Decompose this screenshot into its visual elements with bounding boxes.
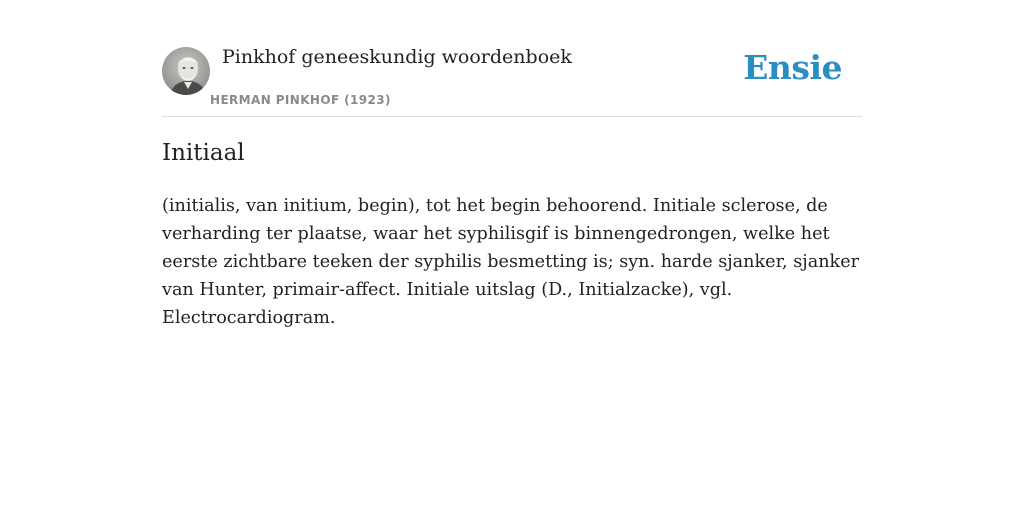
source-title: Pinkhof geneeskundig woordenboek bbox=[222, 46, 572, 68]
ensie-logo[interactable]: Ensie bbox=[743, 48, 842, 87]
portrait-photo-icon bbox=[162, 47, 210, 95]
entry-definition: (initialis, van initium, begin), tot het begin behoorend. Initiale sclerose, de verharding ter plaatse, waar het syphilisgif is binnengedrongen, welke het eerste zichtbare teeken der syphilis besmetting is; syn. harde sjanker, sjanker van Hunter, primair-affect. Initiale uitslag (D., Initialzacke), vgl. Electrocardiogram. bbox=[162, 196, 860, 328]
source-header bbox=[162, 46, 862, 117]
entry-title: Initiaal bbox=[162, 140, 245, 166]
author-avatar bbox=[162, 47, 210, 95]
author-name: HERMAN PINKHOF (1923) bbox=[210, 93, 391, 107]
